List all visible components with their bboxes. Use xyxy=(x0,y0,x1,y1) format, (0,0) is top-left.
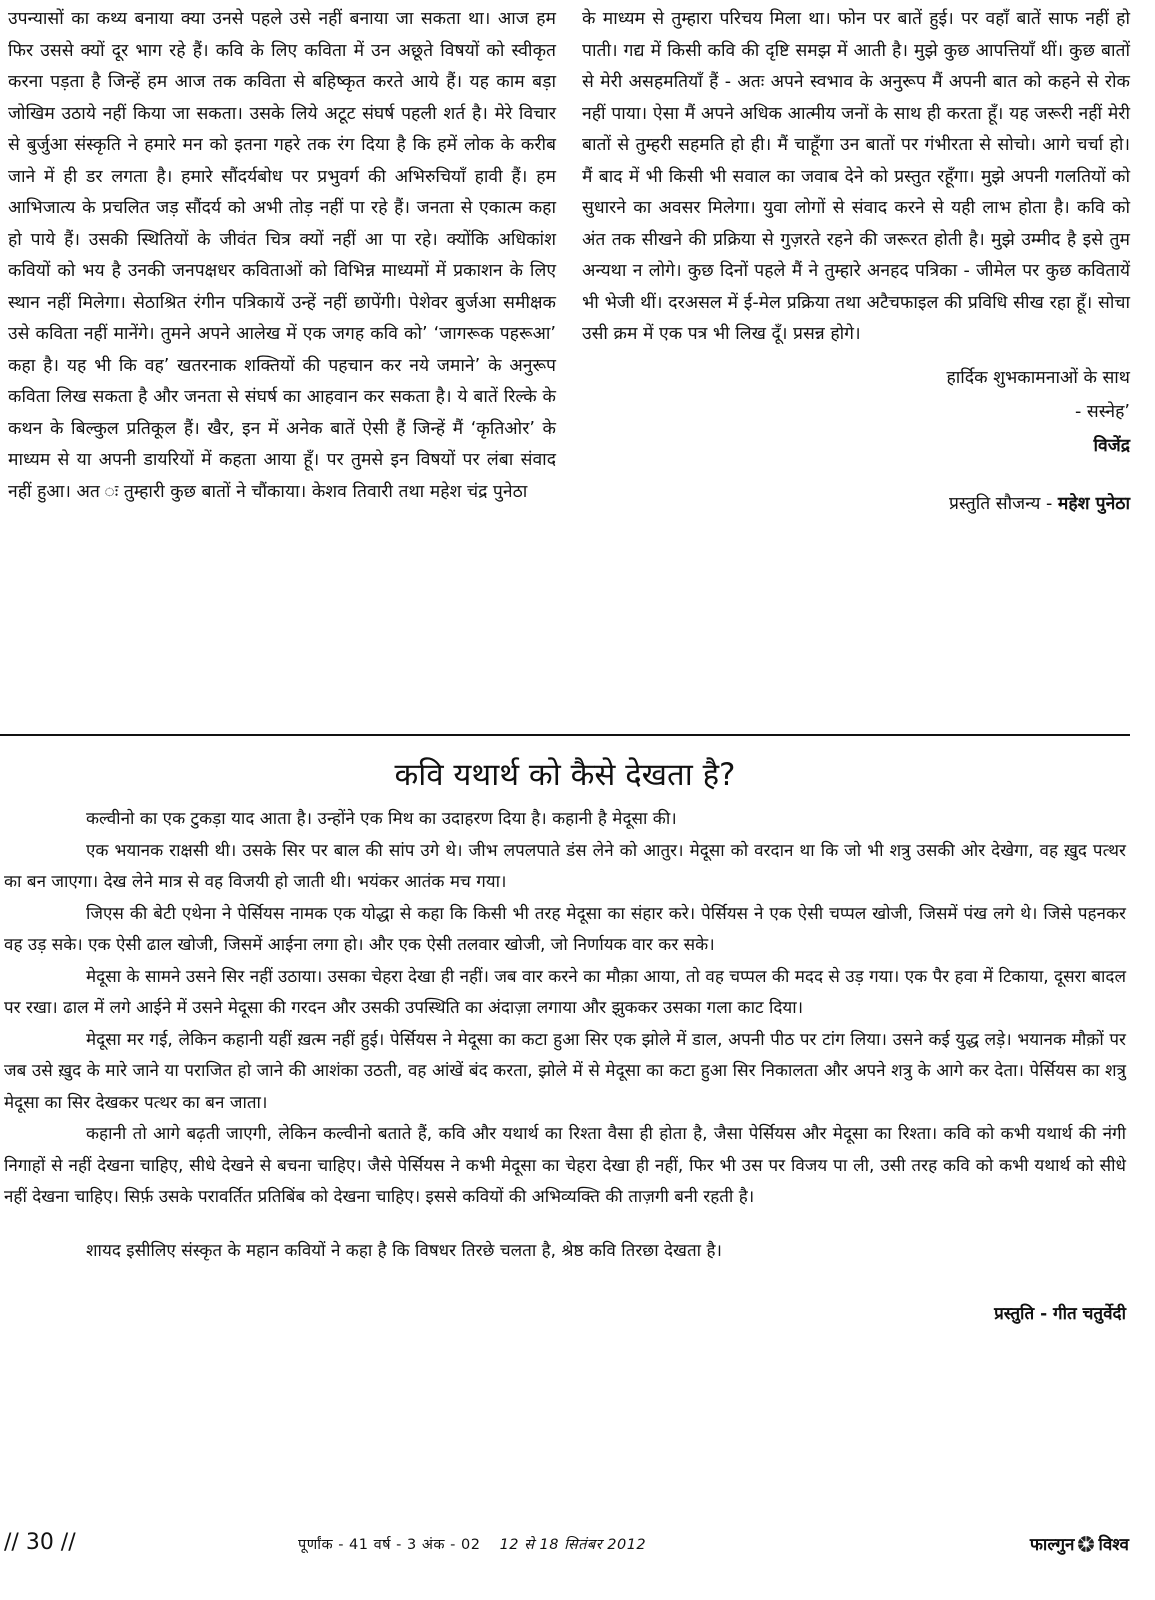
left-column xyxy=(8,4,556,720)
section-divider xyxy=(0,734,1130,736)
left-column-text: उपन्यासों का कथ्य बनाया क्या उनसे पहले उसे नहीं बनाया जा सकता था। आज हम फिर उससे क्यों दूर भाग रहे हैं। कवि के लिए कविता में उन अछूते विषयों को स्वीकृत करना पड़ता है जिन्हें हम आज तक कविता से बहिष्कृत करते आये हैं। यह काम बड़ा जोखिम उठाये नहीं किया जा सकता। उसके लिये अटूट संघर्ष पहली शर्त है। मेरे विचार से बुर्जुआ संस्कृति ने हमारे मन को इतना गहरे तक रंग दिया है कि हमें लोक के करीब जाने में ही डर लगता है। हमारे सौंदर्यबोध पर प्रभुवर्ग की अभिरुचियाँ हावी हैं। हम आभिजात्य के प्रचलित जड़ सौंदर्य को अभी तोड़ नहीं पा रहे हैं। जनता से एकात्म कहा हो पाये हैं। उसकी स्थितियों के जीवंत चित्र क्यों नहीं आ पा रहे। क्योंकि अधिकांश कवियों को भय है उनकी जनपक्षधर कविताओं को विभिन्न माध्यमों में प्रकाशन के लिए स्थान नहीं मिलेगा। सेठाश्रित रंगीन पत्रिकायें उन्हें नहीं छापेंगी। पेशेवर बुर्जआ समीक्षक उसे कविता नहीं मानेंगे। तुमने अपने आलेख में एक जगह कवि को’ ‘जागरूक पहरूआ’ कहा है। यह भी कि वह’ खतरनाक शक्तियों की पहचान कर नये जमाने’ के अनुरूप कविता लिख सकता है और जनता से संघर्ष का आहवान कर सकता है। ये बातें रिल्के के कथन के बिल्कुल प्रतिकूल हैं। खैर, इन में अनेक बातें ऐसी हैं जिन्हें मैं ‘कृतिओर’ के माध्यम से या अपनी डायरियों में कहता आया हूँ। पर तुमसे इन विषयों पर लंबा संवाद नहीं हुआ। अत ः तुम्हारी कुछ बातों ने चौंकाया। केशव तिवारी तथा महेश चंद्र पुनेठा xyxy=(8,9,556,502)
article-paragraph: जिएस की बेटी एथेना ने पेर्सियस नामक एक योद्धा से कहा कि किसी भी तरह मेदूसा का संहार करे। पेर्सियस ने एक ऐसी चप्पल खोजी, जिसमें पंख लगे थे। जिसे पहनकर वह उड़ सके। एक ऐसी ढाल खोजी, जिसमें आईना लगा हो। और एक ऐसी तलवार खोजी, जो निर्णायक वार कर सके। xyxy=(4,903,1126,955)
credit-line xyxy=(582,487,1130,521)
salutation: - सस्नेह’ xyxy=(1075,401,1130,422)
article-paragraph: मेदूसा मर गई, लेकिन कहानी यहीं ख़त्म नहीं हुई। पेर्सियस ने मेदूसा का कटा हुआ सिर एक झोले में डाल, अपनी पीठ पर टांग लिया। उसने कई युद्ध लड़े। भयानक मौक़ों पर जब उसे ख़ुद के मारे जाने या पराजित हो जाने की आशंका उठती, वह आंखें बंद करता, झोले में से मेदूसा का कटा हुआ सिर निकालता और अपने शत्रु के आगे कर देता। पेर्सियस का शत्रु मेदूसा का सिर देखकर पत्थर का बन जाता। xyxy=(4,1029,1126,1113)
credit-label: प्रस्तुति सौजन्य - xyxy=(948,493,1053,514)
article-paragraph: कल्वीनो का एक टुकड़ा याद आता है। उन्होंने एक मिथ का उदाहरण दिया है। कहानी है मेदूसा की। xyxy=(86,809,677,829)
letter-columns xyxy=(8,4,1130,720)
closing-line: हार्दिक शुभकामनाओं के साथ xyxy=(946,367,1130,388)
credit-name: महेश पुनेठा xyxy=(1057,493,1130,514)
wheel-logo-icon xyxy=(1077,1535,1095,1553)
article-paragraph: मेदूसा के सामने उसने सिर नहीं उठाया। उसका चेहरा देखा ही नहीं। जब वार करने का मौक़ा आया, तो वह चप्पल की मदद से उड़ गया। एक पैर हवा में टिकाया, दूसरा बादल पर रखा। ढाल में लगे आईने में उसने मेदूसा की गरदन और उसकी उपस्थिति का अंदाज़ा लगाया और झुककर उसका गला काट दिया। xyxy=(4,966,1126,1018)
right-column-text: के माध्यम से तुम्हारा परिचय मिला था। फोन पर बातें हुई। पर वहाँ बातें साफ नहीं हो पाती। गद्य में किसी कवि की दृष्टि समझ में आती है। मुझे कुछ आपत्तियाँ थीं। कुछ बातों से मेरी असहमतियाँ हैं - अतः अपने स्वभाव के अनुरूप मैं अपनी बात को कहने से रोक नहीं पाया। ऐसा मैं अपने अधिक आत्मीय जनों के साथ ही करता हूँ। यह जरूरी नहीं मेरी बातों से तुम्हरी सहमति हो ही। मैं चाहूँगा उन बातों पर गंभीरता से सोचो। आगे चर्चा हो। मैं बाद में भी किसी भी सवाल का जवाब देने को प्रस्तुत रहूँगा। मुझे अपनी गलतियों को सुधारने का अवसर मिलेगा। युवा लोगों से संवाद करने से यही लाभ होता है। कवि को अंत तक सीखने की प्रक्रिया से गुज़रते रहने की जरूरत होती है। मुझे उम्मीद है इसे तुम अन्यथा न लोगे। कुछ दिनों पहले मैं ने तुम्हारे अनहद पत्रिका - जीमेल पर कुछ कवितायें भी भेजी थीं। दरअसल में ई-मेल प्रक्रिया तथा अटैचफाइल की प्रविधि सीख रहा हूँ। सोचा उसी क्रम में एक पत्र भी लिख दूँ। प्रसन्न होगे। xyxy=(582,9,1130,344)
article-paragraph: एक भयानक राक्षसी थी। उसके सिर पर बाल की सांप उगे थे। जीभ लपलपाते डंस लेने को आतुर। मेदूसा को वरदान था कि जो भी शत्रु उसकी ओर देखेगा, वह ख़ुद पत्थर का बन जाएगा। देख लेने मात्र से वह विजयी हो जाती थी। भयंकर आतंक मच गया। xyxy=(4,840,1126,892)
letter-closing xyxy=(582,361,1130,521)
signature: विजेंद्र xyxy=(1093,435,1130,456)
page-footer xyxy=(0,1528,1155,1568)
issue-info xyxy=(298,1534,646,1554)
right-column xyxy=(582,4,1130,720)
page-number: // 30 // xyxy=(4,1530,76,1555)
article-presenter: प्रस्तुति - गीत चतुर्वेदी xyxy=(994,1304,1126,1324)
article-closing-paragraph: शायद इसीलिए संस्कृत के महान कवियों ने कहा है कि विषधर तिरछे चलता है, श्रेष्ठ कवि तिरछा देखता है। xyxy=(86,1240,722,1261)
issue-date: 12 से 18 सितंबर 2012 xyxy=(499,1537,647,1553)
article xyxy=(4,752,1126,1324)
article-title: कवि यथार्थ को कैसे देखता है? xyxy=(394,757,736,793)
brand-logo xyxy=(1030,1532,1129,1555)
article-paragraph: कहानी तो आगे बढ़ती जाएगी, लेकिन कल्वीनो बताते हैं, कवि और यथार्थ का रिश्ता वैसा ही होता है, जैसा पेर्सियस और मेदूसा का रिश्ता। कवि को कभी यथार्थ की नंगी निगाहों से नहीं देखना चाहिए, सीधे देखने से बचना चाहिए। जैसे पेर्सियस ने कभी मेदूसा का चेहरा देखा ही नहीं, फिर भी उस पर विजय पा ली, उसी तरह कवि को कभी यथार्थ को सीधे नहीं देखना चाहिए। सिर्फ़ उसके परावर्तित प्रतिबिंब को देखना चाहिए। इससे कवियों की अभिव्यक्ति की ताज़गी बनी रहती है। xyxy=(4,1124,1126,1207)
issue-number: पूर्णांक - 41 वर्ष - 3 अंक - 02 xyxy=(298,1537,481,1553)
brand-name-left: फाल्गुन xyxy=(1029,1535,1075,1555)
brand-name-right: विश्व xyxy=(1098,1535,1129,1555)
